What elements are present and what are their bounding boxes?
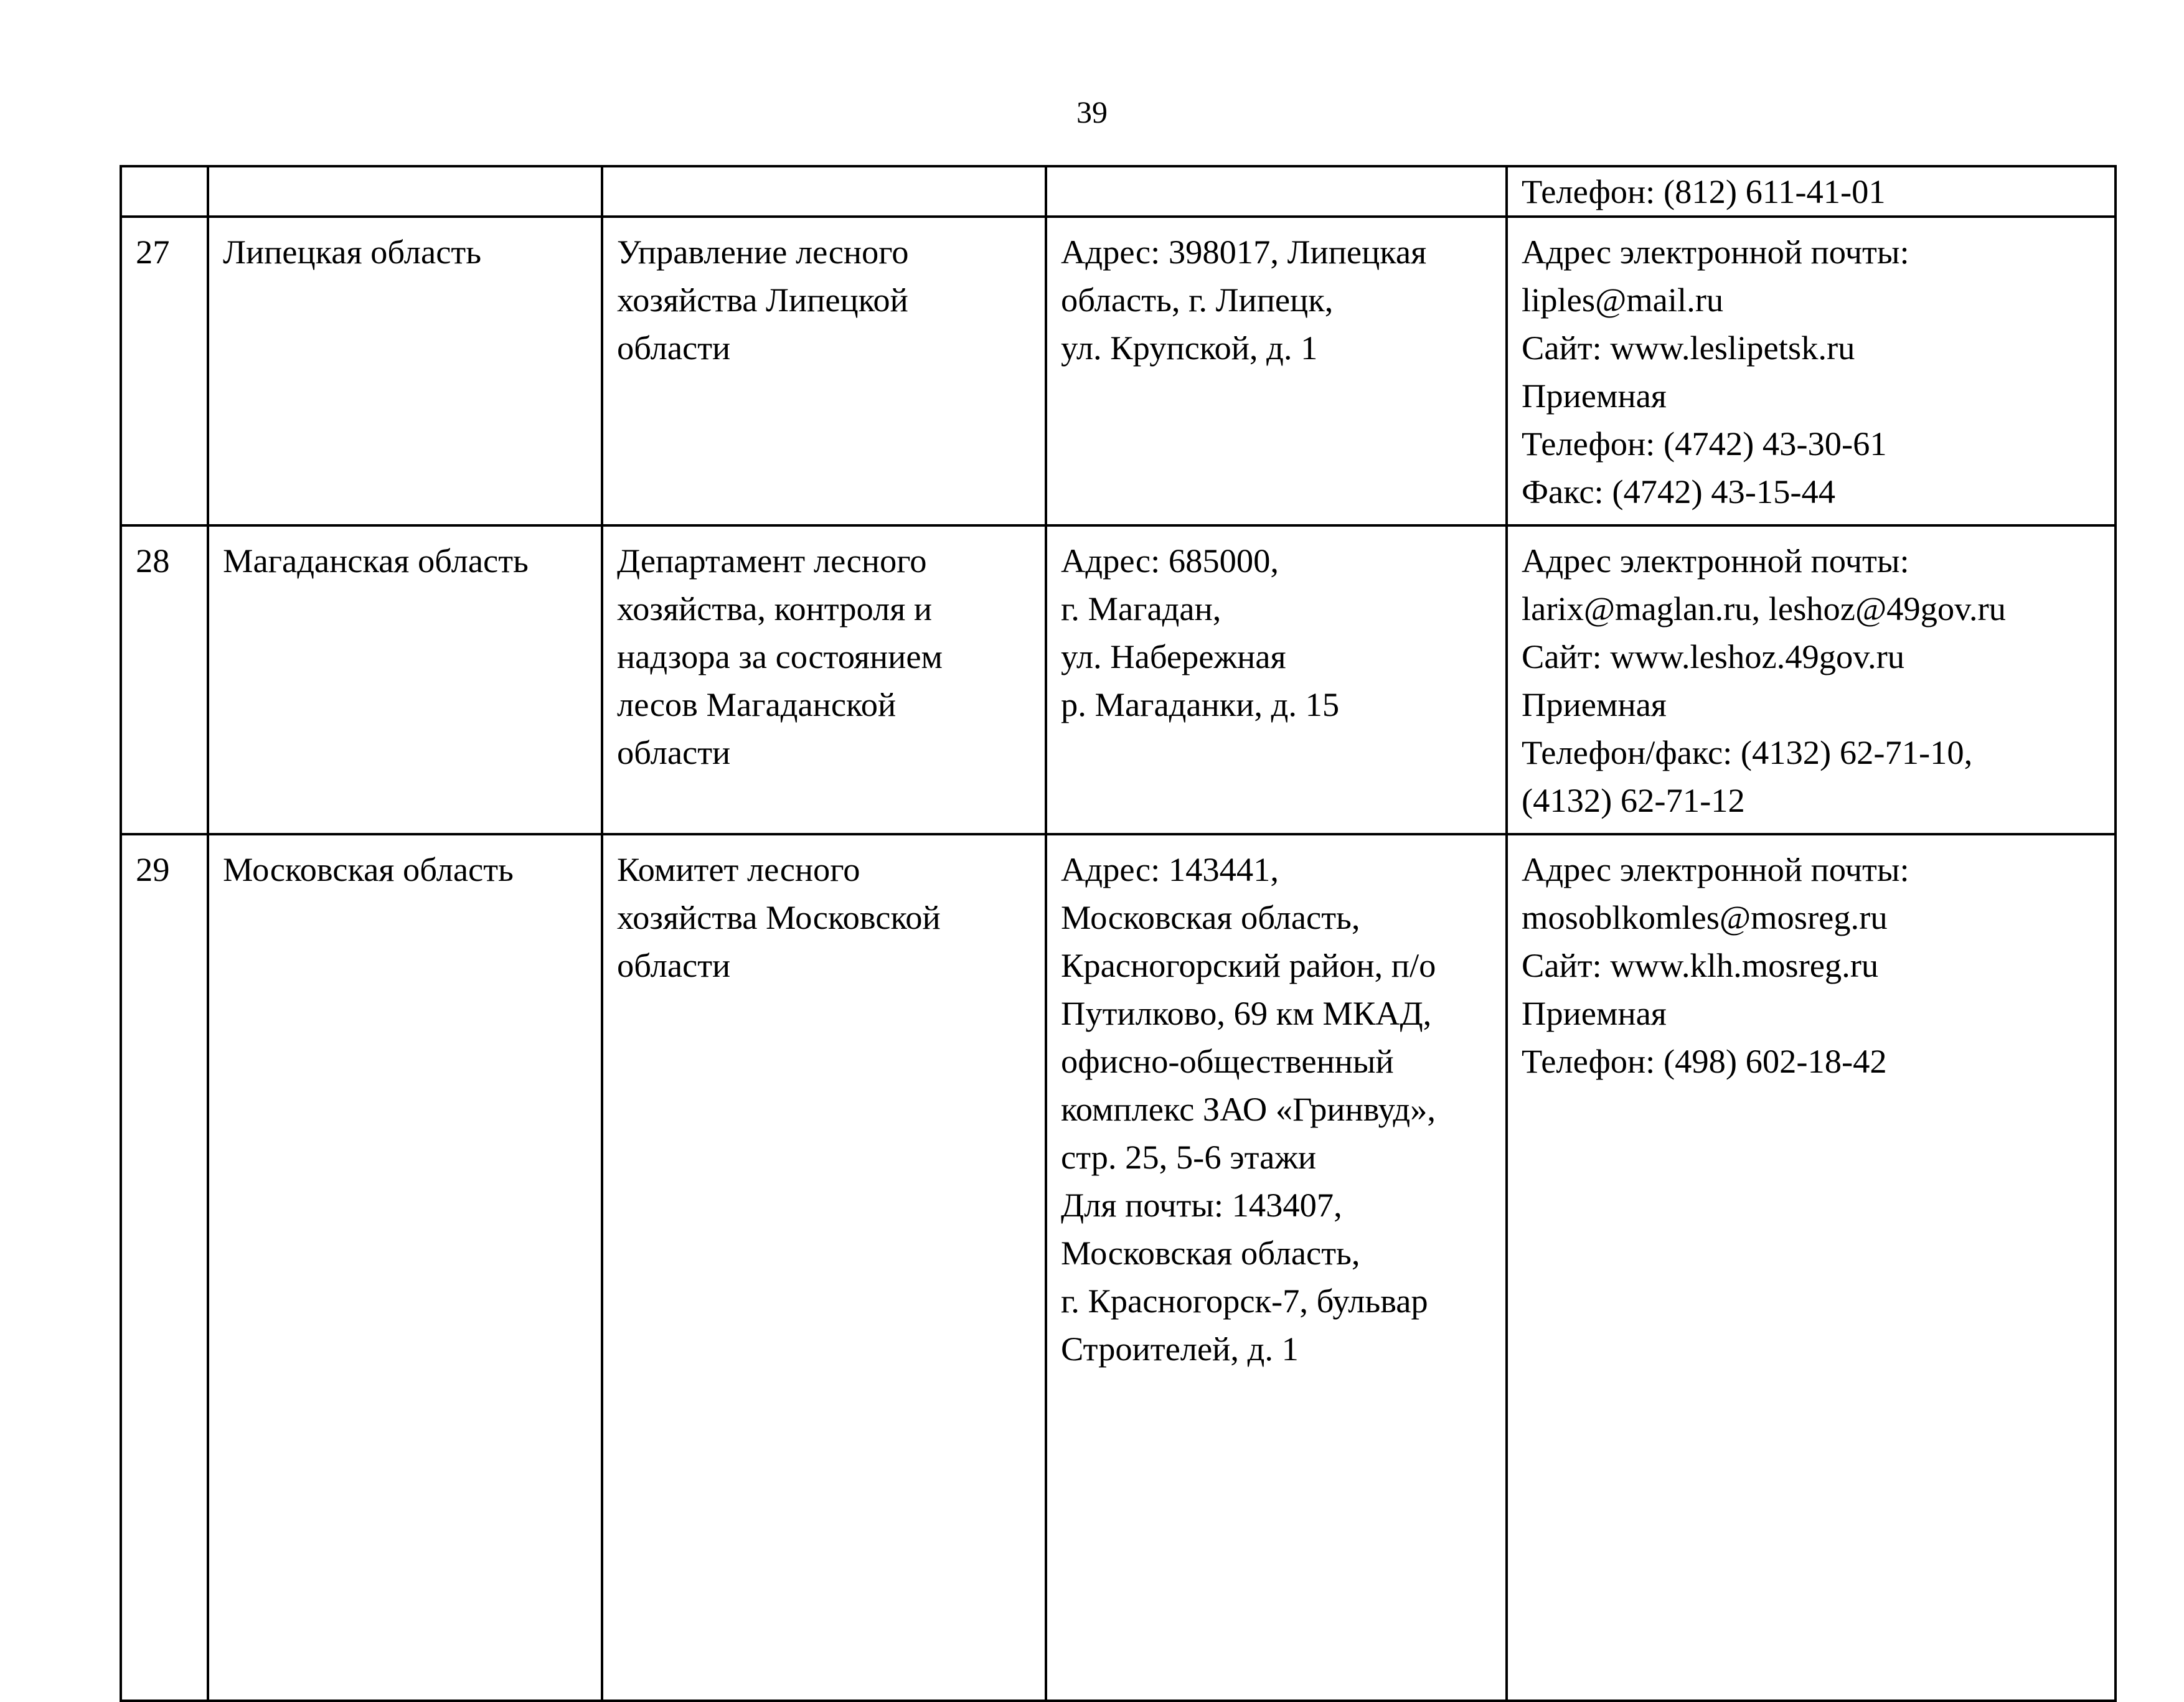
organization-line: Управление лесного — [617, 233, 909, 271]
cell-address — [1046, 217, 1507, 525]
cell-organization — [602, 525, 1046, 834]
address-line: г. Магадан, — [1061, 590, 1221, 628]
cell-region — [208, 166, 602, 217]
row-number: 27 — [136, 233, 170, 271]
phone-line: (4132) 62-71-12 — [1522, 781, 1745, 819]
region-name: Магаданская область — [223, 542, 529, 580]
phone-line: Телефон/факс: (4132) 62-71-10, — [1522, 733, 1973, 771]
contact-line: Адрес электронной почты: — [1522, 542, 1909, 580]
address-line: р. Магаданки, д. 15 — [1061, 685, 1340, 723]
row-number: 28 — [136, 542, 170, 580]
contact-line: Телефон: (812) 611-41-01 — [1522, 172, 1886, 210]
row-number: 29 — [136, 850, 170, 888]
address-line: Красногорский район, п/о — [1061, 946, 1436, 984]
organization-line: области — [617, 946, 731, 984]
cell-address — [1046, 834, 1507, 1701]
contact-line: Приемная — [1522, 377, 1667, 415]
organization-line: области — [617, 733, 731, 771]
cell-contacts — [1507, 217, 2116, 525]
address-line: ул. Набережная — [1061, 637, 1286, 675]
address-line: Путилково, 69 км МКАД, — [1061, 994, 1432, 1032]
forestry-registry-table — [120, 165, 2117, 1702]
organization-line: лесов Магаданской — [617, 685, 897, 723]
cell-contacts — [1507, 166, 2116, 217]
address-line: Адрес: 398017, Липецкая — [1061, 233, 1427, 271]
phone-line: Телефон: (4742) 43-30-61 — [1522, 425, 1887, 463]
cell-address — [1046, 525, 1507, 834]
contact-line: Приемная — [1522, 994, 1667, 1032]
email-link[interactable]: liples@mail.ru — [1522, 281, 1724, 319]
website-link[interactable]: Сайт: www.leslipetsk.ru — [1522, 329, 1855, 367]
address-line: стр. 25, 5-6 этажи — [1061, 1138, 1317, 1176]
address-line: Адрес: 143441, — [1061, 850, 1279, 888]
address-line: комплекс ЗАО «Гринвуд», — [1061, 1090, 1436, 1128]
website-link[interactable]: Сайт: www.leshoz.49gov.ru — [1522, 637, 1905, 675]
phone-line: Телефон: (498) 602-18-42 — [1522, 1042, 1887, 1080]
table-row — [121, 525, 2116, 834]
organization-line: хозяйства Московской — [617, 898, 941, 936]
contact-line: Адрес электронной почты: — [1522, 233, 1909, 271]
region-name: Московская область — [223, 850, 514, 888]
cell-num — [121, 166, 208, 217]
address-line: Московская область, — [1061, 1234, 1360, 1272]
cell-region — [208, 217, 602, 525]
address-line: г. Красногорск-7, бульвар — [1061, 1282, 1428, 1320]
organization-line: области — [617, 329, 731, 367]
cell-num — [121, 525, 208, 834]
table-row-continuation — [121, 166, 2116, 217]
cell-organization — [602, 166, 1046, 217]
address-line: офисно-общественный — [1061, 1042, 1394, 1080]
cell-contacts — [1507, 834, 2116, 1701]
email-link[interactable]: mosoblkomles@mosreg.ru — [1522, 898, 1888, 936]
cell-contacts — [1507, 525, 2116, 834]
address-line: Для почты: 143407, — [1061, 1186, 1342, 1224]
contact-line: Адрес электронной почты: — [1522, 850, 1909, 888]
cell-num — [121, 217, 208, 525]
cell-num — [121, 834, 208, 1701]
organization-line: хозяйства, контроля и — [617, 590, 933, 628]
fax-line: Факс: (4742) 43-15-44 — [1522, 473, 1836, 510]
address-line: Адрес: 685000, — [1061, 542, 1279, 580]
cell-address — [1046, 166, 1507, 217]
cell-region — [208, 834, 602, 1701]
email-link[interactable]: larix@maglan.ru, leshoz@49gov.ru — [1522, 590, 2006, 628]
table-row — [121, 834, 2116, 1701]
organization-line: Комитет лесного — [617, 850, 860, 888]
organization-line: надзора за состоянием — [617, 637, 943, 675]
address-line: Московская область, — [1061, 898, 1360, 936]
organization-line: хозяйства Липецкой — [617, 281, 908, 319]
website-link[interactable]: Сайт: www.klh.mosreg.ru — [1522, 946, 1879, 984]
address-line: Строителей, д. 1 — [1061, 1330, 1299, 1368]
page-number: 39 — [1076, 95, 1108, 129]
contact-line: Приемная — [1522, 685, 1667, 723]
cell-organization — [602, 217, 1046, 525]
table-row — [121, 217, 2116, 525]
cell-region — [208, 525, 602, 834]
cell-organization — [602, 834, 1046, 1701]
organization-line: Департамент лесного — [617, 542, 927, 580]
address-line: область, г. Липецк, — [1061, 281, 1334, 319]
region-name: Липецкая область — [223, 233, 482, 271]
address-line: ул. Крупской, д. 1 — [1061, 329, 1318, 367]
